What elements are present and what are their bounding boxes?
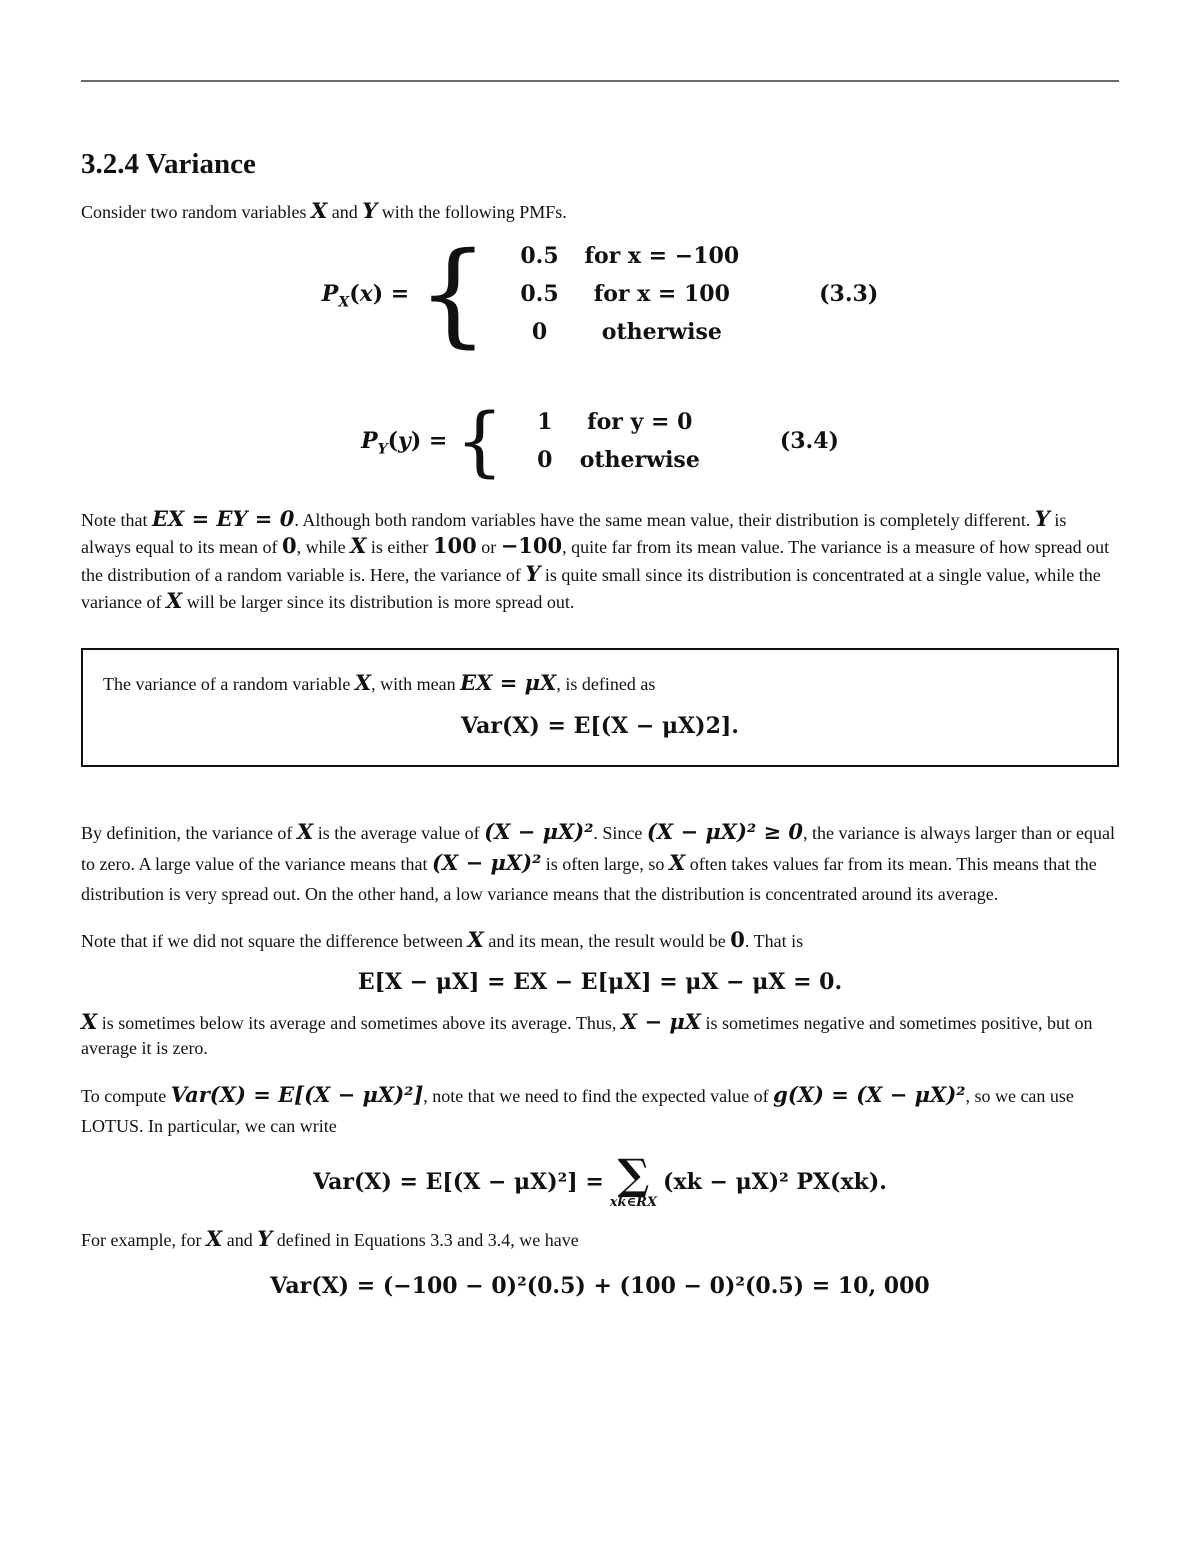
math: X [350,533,367,558]
case-condition: otherwise [579,446,700,473]
math: (X − μX)² ≥ 0 [646,819,803,844]
math: −100 [500,533,563,558]
section-title: Variance [145,148,256,180]
math: EX = μX [460,669,557,695]
text: is often large, so [545,854,665,874]
math-x: X [310,198,328,223]
text: . Although both random variables have the same mean value, their distribution is completely different. [294,509,1031,530]
text: is sometimes below its average and sometimes above its average. Thus, [101,1012,617,1033]
text: , is defined as [556,673,656,694]
case-condition: otherwise [601,318,722,345]
example-equation: Var(X) = (−100 − 0)²(0.5) + (100 − 0)²(0.5) = 10, 000 [270,1273,930,1299]
definition-text [103,670,1097,698]
text: is sometimes negative and sometimes positive, but on average it is zero. [81,1012,1093,1058]
section-number: 3.2.4 [81,148,139,180]
math: X [81,1008,98,1034]
math: X [467,927,484,952]
math: X [205,1225,223,1251]
math: 0 [730,927,745,952]
case-value: 1 [537,408,553,435]
math: Y [257,1225,273,1251]
math: X − μX [620,1008,702,1034]
math-y: Y [362,198,378,223]
text: , with mean [371,673,456,694]
lotus-equation [81,1149,1119,1210]
math: X [668,850,686,875]
equation-3-3 [81,228,1119,359]
text: or [481,537,497,557]
math: X [354,669,372,695]
text: and [331,202,358,222]
math: 100 [432,533,477,558]
text: is quite small since its distribution is concentrated at a single value, while the variance of [81,564,1101,612]
square-paragraph [81,927,1119,955]
math: Y [1034,505,1050,531]
math: g(X) = (X − μX)² [773,1081,966,1107]
document-body [81,140,1119,1299]
text: , the variance is always larger than or equal to zero. A large value of the variance means that [81,823,1116,874]
text: and its mean, the result would be [488,931,726,951]
equation-number: (3.3) [819,280,879,307]
text: , quite far from its mean value. The variance is a measure of how spread out the distribution of a random variable is. Here, the variance of [81,537,1110,585]
math: Y [525,560,541,586]
text: often takes values far from its mean. This means that the distribution is very spread out. On the other hand, a low variance means that the distribution is concentrated around its average. [81,854,1097,904]
eq33-lhs: $P_X(x)$ = [321,280,410,310]
text: The variance of a random variable [103,673,351,694]
mean-paragraph [81,506,1119,616]
eq34-cases [510,403,700,479]
lotus-left: Var(X) = E[(X − μX)²] = [313,1169,604,1195]
intro-paragraph [81,198,1119,226]
variance-definition-formula: Var(X) = E[(X − μX)2]. [461,713,739,739]
case-condition: for x = 100 [593,280,730,307]
math: (X − μX)² [432,850,542,875]
math: X [165,588,183,613]
text: . That is [744,931,804,951]
text: , so we can use LOTUS. In particular, we can write [81,1085,1074,1136]
text: For example, for [81,1229,202,1250]
text: Note that [81,509,148,530]
case-condition: for x = −100 [584,242,740,269]
header-rule [81,80,1119,82]
left-brace-icon: { [417,228,489,359]
text: defined in Equations 3.3 and 3.4, we have [276,1229,579,1250]
text: . Since [593,823,643,843]
text: will be larger since its distribution is more spread out. [186,592,575,612]
math: 0 [281,533,297,558]
text: , note that we need to find the expected value of [423,1085,769,1106]
summation [609,1149,658,1210]
text: , while [296,537,346,557]
summation-index: xk∈RX [609,1194,658,1210]
case-value: 0.5 [520,242,559,269]
eq33-cases [495,237,740,351]
case-value: 0 [537,446,553,473]
equation-3-4 [81,395,1119,485]
math: (X − μX)² [484,819,594,844]
case-condition: for y = 0 [587,408,693,435]
text: By definition, the variance of [81,823,293,843]
case-value: 0 [531,318,548,345]
sigma-icon: ∑ [617,1149,650,1199]
math: EX = EY = 0 [151,505,295,531]
equation-number: (3.4) [779,427,839,454]
text: Consider two random variables [81,202,307,222]
math: X [296,819,314,844]
sign-paragraph [81,1009,1119,1062]
text: is either [370,537,429,557]
definition-paragraph [81,817,1119,909]
text: and [226,1229,253,1250]
mean-difference-equation: E[X − μX] = EX − E[μX] = μX − μX = 0. [357,968,843,995]
definition-box [81,648,1119,768]
left-brace-icon: { [455,395,504,485]
text: with the following PMFs. [381,202,567,222]
section-heading [81,146,1119,182]
lotus-paragraph [81,1080,1119,1141]
text: To compute [81,1085,167,1106]
example-paragraph [81,1226,1119,1254]
text: is always equal to its mean of [81,509,1067,557]
lotus-right: (xk − μX)² PX(xk). [663,1169,887,1195]
text: Note that if we did not square the difference between [81,931,464,951]
text: is the average value of [317,823,480,843]
case-value: 0.5 [520,280,559,307]
eq34-lhs: $P_Y(y)$ = [361,427,448,457]
math: Var(X) = E[(X − μX)²] [170,1081,424,1107]
